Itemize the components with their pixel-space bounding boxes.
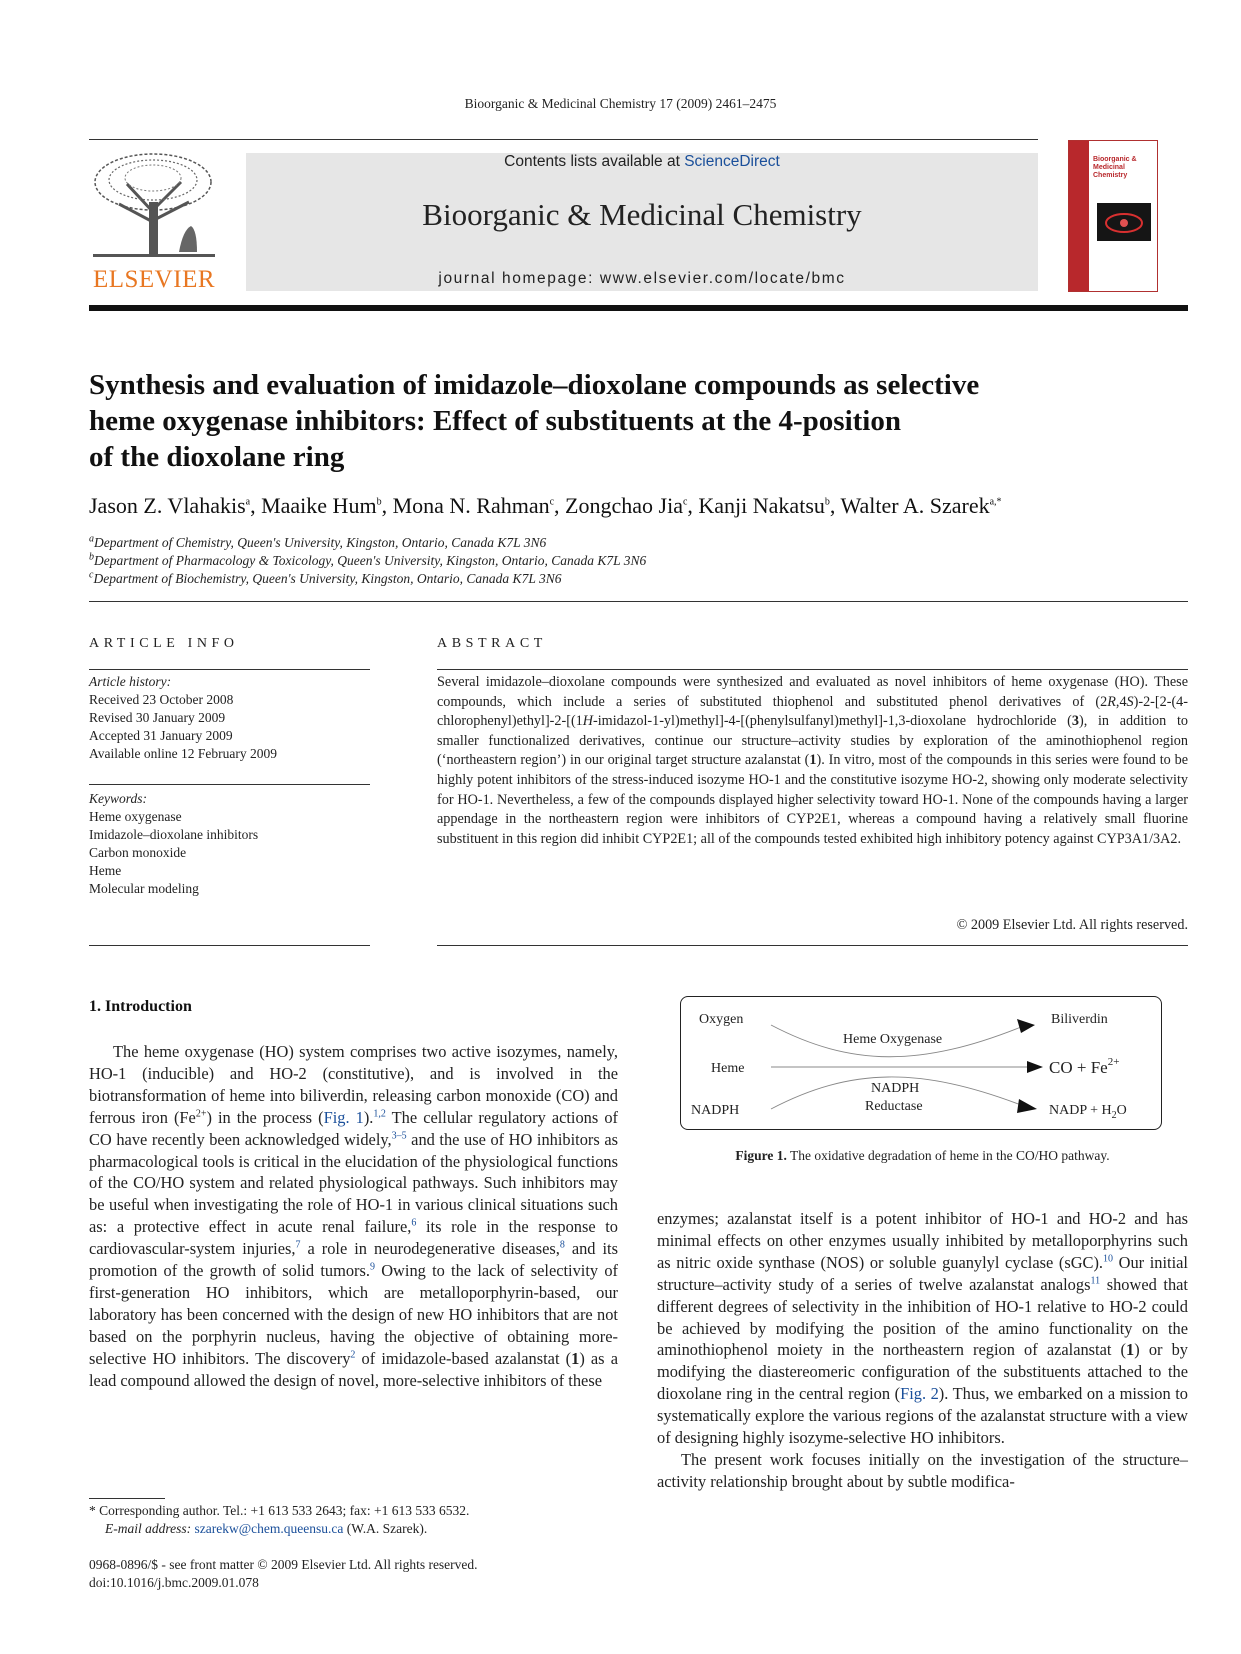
keyword-item: Heme oxygenase: [89, 809, 182, 824]
history-item: Available online 12 February 2009: [89, 746, 277, 761]
article-info-heading: ARTICLE INFO: [89, 636, 239, 651]
abstract-span: H: [582, 713, 594, 730]
body-span: showed that different degrees of selectivity in the inhibition of HO-1 relative to HO-2 could be achieved by modifying the position of the amino functionality on the aminothiophenol moiety in the northeastern region of azalanstat (: [657, 1274, 1188, 1360]
reference-link[interactable]: 10: [1103, 1253, 1114, 1265]
body-span: a role in neurodegenerative diseases,: [300, 1239, 560, 1259]
compound-number: 3: [1071, 713, 1079, 730]
abstract-span: -imidazol-1-yl)methyl]-4-[(phenylsulfanyl)methyl]-1,3-dioxolane hydrochloride (: [593, 713, 1072, 730]
affiliation-text: Department of Biochemistry, Queen's University, Kingston, Ontario, Canada K7L 3N6: [93, 571, 562, 586]
body-span: The heme oxygenase (HO) system comprises two active isozymes, namely, HO-1 (inducible) and HO-2 (constitutive), and is involved in the biotransformation of heme into biliverdin, releasing carbon monoxide (CO) and ferrous iron (Fe: [89, 1042, 618, 1127]
co-fe-text: CO + Fe: [1049, 1058, 1108, 1077]
figure-1-svg: [681, 997, 1163, 1131]
footnote-line: [89, 1502, 469, 1520]
reference-link[interactable]: 2: [350, 1349, 356, 1361]
body-paragraph: [89, 1041, 618, 1392]
reference-link[interactable]: 3–5: [391, 1130, 407, 1142]
body-span: ) as a lead compound allowed the design of novel, more-selective inhibitors of these: [89, 1348, 618, 1390]
abstract-span: )-2-[2-(4-chlorophenyl)ethyl]-2-[(1: [437, 693, 1188, 730]
history-item: Received 23 October 2008: [89, 692, 234, 707]
journal-homepage[interactable]: journal homepage: www.elsevier.com/locate/bmc: [438, 270, 846, 287]
elsevier-logo: [89, 152, 219, 294]
author-affil-mark: b: [376, 496, 382, 508]
body-span: its role in the response to cardiovascular-system injuries,: [89, 1217, 618, 1259]
body-span: The cellular regulatory actions of CO have recently been acknowledged widely,: [89, 1107, 618, 1149]
author-list: Jason Z. Vlahakis$^a$, Maaike Hum$^b$, Mona N. Rahman$^c$, Zongchao Jia$^c$, Kanji Nakatsu$^b$, Walter A. Szarek$^{a,*}$: [89, 493, 1002, 518]
header-thick-rule: [89, 305, 1188, 311]
author-name: Zongchao Jia: [565, 493, 683, 518]
caption-label: Figure 1.: [735, 1148, 787, 1163]
affiliation-line: [89, 552, 646, 570]
author-affil-mark[interactable]: a,*: [989, 496, 1002, 508]
co-arrowhead: [1027, 1061, 1043, 1073]
body-span: Owing to the lack of selectivity of first-generation HO inhibitors, which are metalloporphyrin-based, our laboratory has been concerned with the design of new HO inhibitors that are not based on the porphyrin nucleus, having the objective of obtaining more-selective HO inhibitors. The discovery: [89, 1261, 618, 1368]
keywords: [89, 790, 258, 898]
oxygen-label: Oxygen: [699, 1012, 744, 1027]
article-info-rule: [89, 669, 370, 670]
compound-number: 1: [1126, 1340, 1135, 1360]
journal-citation: Bioorganic & Medicinal Chemistry 17 (2009) 2461–2475: [464, 96, 777, 111]
contents-line: [246, 153, 1038, 171]
title-line: of the dioxolane ring: [89, 441, 345, 473]
keyword-item: Carbon monoxide: [89, 845, 187, 860]
body-span: Our initial structure–activity study of a series of twelve azalanstat analogs: [657, 1252, 1188, 1294]
abstract-span: ), in addition to smaller functionalized derivatives, continue our structure–activity studies by exploration of the aminothiophenol region (‘northeastern region’) in our original target structure azalanstat (: [437, 713, 1188, 769]
history-label: Article history:: [89, 674, 172, 689]
footnote-text: Corresponding author. Tel.: +1 613 533 2643; fax: +1 613 533 6532.: [95, 1503, 470, 1518]
abstract-span: S: [1126, 693, 1134, 710]
affiliation-text: Department of Chemistry, Queen's University, Kingston, Ontario, Canada K7L 3N6: [94, 535, 547, 550]
body-span: ). Thus, we embarked on a mission to systematically explore the various regions of the azalanstat structure with a view of designing highly isozyme-selective HO inhibitors.: [657, 1384, 1188, 1448]
journal-cover-thumbnail: [1068, 140, 1158, 292]
abstract-bottom-rule: [437, 945, 1188, 946]
co-fe-label: [1049, 1056, 1119, 1077]
body-span: and its promotion of the growth of solid tumors.: [89, 1239, 618, 1281]
journal-banner: [246, 153, 1038, 291]
author-affil-mark: c: [549, 496, 555, 508]
reference-link[interactable]: 11: [1090, 1275, 1101, 1287]
keywords-label: Keywords:: [89, 791, 147, 806]
history-item: Accepted 31 January 2009: [89, 728, 233, 743]
abstract-span: (2: [1095, 693, 1108, 710]
header-rule: [89, 139, 1038, 140]
affiliation-mark: a: [89, 533, 94, 545]
author-name: Maaike Hum: [261, 493, 377, 518]
reference-link[interactable]: 7: [295, 1239, 301, 1251]
author-name: Mona N. Rahman: [392, 493, 550, 518]
keyword-item: Heme: [89, 863, 122, 878]
email-label: E-mail address:: [105, 1521, 192, 1536]
water-o: O: [1116, 1103, 1127, 1118]
reference-link[interactable]: 1,2: [373, 1108, 386, 1120]
cover-title: Bioorganic & Medicinal Chemistry: [1093, 156, 1137, 179]
figure-1-link[interactable]: Fig. 1: [323, 1107, 364, 1127]
sciencedirect-link[interactable]: ScienceDirect: [684, 153, 780, 170]
keyword-item: Imidazole–dioxolane inhibitors: [89, 827, 259, 842]
reference-link[interactable]: 6: [411, 1217, 417, 1229]
abstract-heading: ABSTRACT: [437, 636, 547, 651]
introduction-heading: 1. Introduction: [89, 998, 192, 1015]
keywords-rule: [89, 784, 370, 785]
body-span: enzymes; azalanstat itself is a potent inhibitor of HO-1 and HO-2 and has minimal effects on other enzymes usually inhibited by metalloporphyrins such as nitric oxide synthase (NOS) or soluble guanylyl cyclase (sGC).: [657, 1209, 1188, 1272]
affiliation-mark: b: [89, 551, 94, 563]
elsevier-wordmark: ELSEVIER: [92, 266, 216, 293]
figure-1-diagram: [680, 996, 1162, 1130]
article-info-bottom-rule: [89, 945, 370, 946]
affiliation-text: Department of Pharmacology & Toxicology, Queen's University, Kingston, Ontario, Canada K7L 3N6: [94, 553, 647, 568]
issn-block: [89, 1556, 478, 1592]
body-span: ) in the process (: [206, 1107, 324, 1127]
author-name: Jason Z. Vlahakis: [89, 493, 246, 518]
body-paragraph: The present work focuses initially on the investigation of the structure–activity relationship brought about by subtle modifica-: [657, 1449, 1188, 1491]
figure-1-caption: [657, 1148, 1188, 1164]
keyword-item: Molecular modeling: [89, 881, 199, 896]
abstract-text: [437, 673, 1188, 849]
elsevier-tree-icon: [89, 152, 219, 264]
history-item: Revised 30 January 2009: [89, 710, 226, 725]
footnote-email-line: [89, 1520, 469, 1538]
body-paragraph: [657, 1208, 1188, 1449]
author-affil-mark: c: [682, 496, 688, 508]
charge-sup: 2+: [195, 1108, 207, 1120]
contents-prefix: Contents lists available at: [504, 153, 685, 170]
water-subscript: 2: [1111, 1110, 1117, 1121]
abstract-rule: [437, 669, 1188, 670]
reference-link[interactable]: 8: [559, 1239, 565, 1251]
nadp-arrowhead: [1017, 1099, 1037, 1113]
author-email-link[interactable]: szarekw@chem.queensu.ca: [194, 1521, 344, 1536]
title-line: Synthesis and evaluation of imidazole–dioxolane compounds as selective: [89, 369, 980, 401]
author-name: Kanji Nakatsu: [698, 493, 825, 518]
affiliations: [89, 534, 646, 588]
abstract-span: Several imidazole–dioxolane compounds were synthesized and evaluated as novel inhibitors of heme oxygenase (HO). These compounds, which include a series of substituted thiophenol and substituted phenol derivatives of: [437, 674, 1188, 710]
nadph-reductase-label: Reductase: [865, 1099, 923, 1114]
body-span: ).: [363, 1107, 374, 1127]
nadp-water-label: [1049, 1103, 1127, 1121]
abstract-copyright: © 2009 Elsevier Ltd. All rights reserved.: [956, 917, 1188, 933]
cover-strip: [1069, 141, 1089, 291]
doi-line[interactable]: doi:10.1016/j.bmc.2009.01.078: [89, 1575, 259, 1590]
heme-label: Heme: [711, 1061, 745, 1076]
article-title: [89, 367, 1188, 475]
footnote-rule: [89, 1498, 165, 1499]
cover-image: [1097, 203, 1151, 241]
email-owner: (W.A. Szarek).: [343, 1521, 428, 1536]
author-affil-mark: a: [245, 496, 251, 508]
biliverdin-label: Biliverdin: [1051, 1012, 1108, 1027]
author-affil-mark: b: [824, 496, 830, 508]
figure-2-link[interactable]: Fig. 2: [900, 1384, 939, 1404]
body-span: and the use of HO inhibitors as pharmacological tools is critical in the elucidation of the physiological functions of the CO/HO system and related physiological pathways. Such inhibitors may be useful when investigating the role of HO-1 in various clinical situations such as: a protective effect in acute renal failure,: [89, 1129, 618, 1237]
body-span: of imidazole-based azalanstat (: [355, 1348, 572, 1368]
reference-link[interactable]: 9: [369, 1261, 375, 1273]
issn-line: 0968-0896/$ - see front matter © 2009 Elsevier Ltd. All rights reserved.: [89, 1557, 478, 1572]
biliverdin-arrowhead: [1017, 1019, 1035, 1033]
abstract-span: R: [1107, 693, 1116, 710]
compound-number: 1: [809, 752, 817, 769]
author-name: Walter A. Szarek: [840, 493, 990, 518]
caption-text: The oxidative degradation of heme in the CO/HO pathway.: [786, 1148, 1110, 1163]
title-bottom-rule: [89, 601, 1188, 602]
body-span: ) or by modifying the diastereomeric configuration of the substituents attached to the dioxolane ring in the central region (: [657, 1340, 1188, 1404]
body-column-right: [657, 1208, 1188, 1493]
nadph-label: NADPH: [691, 1103, 740, 1118]
abstract-span: ). In vitro, most of the compounds in this series were found to be highly potent inhibitors of the stress-induced isozyme HO-1 and the constitutive isozyme HO-2, showing only moderate selectivity for HO-1. Nevertheless, a few of the compounds displayed higher selectivity toward HO-1. None of the compounds having a larger appendage in the northeastern region were inhibitors of CYP2E1, whereas a compound having a relatively small fluorine substituent in this region did inhibit CYP2E1; all of the compounds tested exhibited high inhibitory potency against CYP3A1/3A2.: [437, 752, 1188, 847]
affiliation-line: [89, 534, 646, 552]
corresponding-author-footnote: [89, 1502, 469, 1538]
heme-oxygenase-label: Heme Oxygenase: [843, 1032, 943, 1047]
abstract-span: ,4: [1115, 693, 1127, 710]
title-line: heme oxygenase inhibitors: Effect of substituents at the 4-position: [89, 405, 901, 437]
nadp-text: NADP + H: [1049, 1103, 1112, 1118]
affiliation-mark: c: [89, 569, 94, 581]
fe-charge: 2+: [1107, 1056, 1120, 1068]
nadph-reductase-label: NADPH: [871, 1081, 920, 1096]
journal-name: Bioorganic & Medicinal Chemistry: [422, 197, 862, 232]
body-column-left: [89, 1041, 618, 1392]
footnote-star: *: [89, 1503, 96, 1518]
affiliation-line: [89, 570, 646, 588]
article-history: [89, 673, 277, 763]
cover-molecule-icon: [1097, 203, 1151, 241]
compound-number: 1: [571, 1348, 580, 1368]
